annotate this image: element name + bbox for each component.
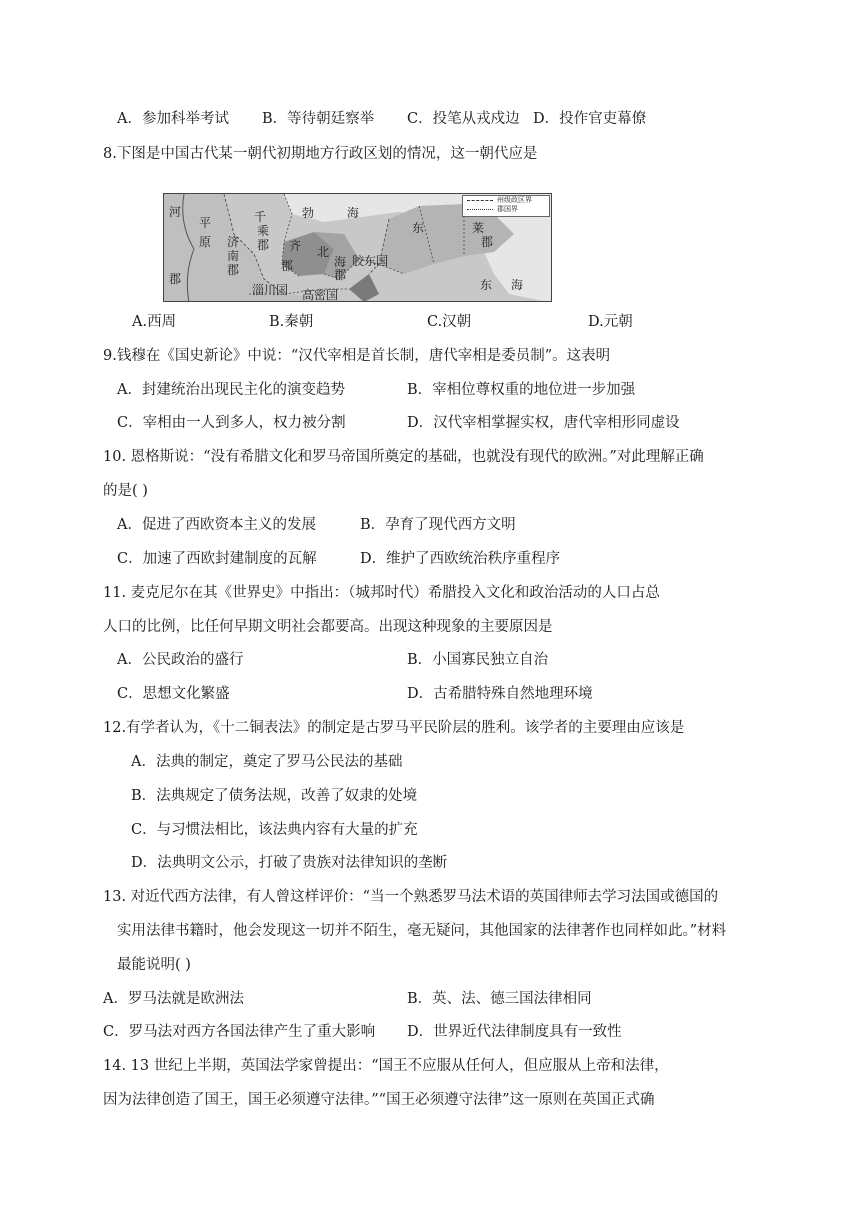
map-label: 胶东国: [352, 254, 389, 268]
map-label: 郡: [334, 268, 347, 282]
q12-stem: 12.有学者认为，《十二铜表法》的制定是古罗马平民阶层的胜利。该学者的主要理由应该是: [103, 720, 685, 736]
map-label: 海: [334, 255, 347, 269]
map-label: 河: [169, 205, 182, 219]
q8-stem: 8.下图是中国古代某一朝代初期地方行政区划的情况，这一朝代应是: [103, 146, 538, 162]
legend-commandery-boundary: 郡国界: [497, 205, 549, 214]
q13-option-d: D．世界近代法律制度具有一致性: [407, 1024, 622, 1040]
map-legend: [462, 195, 550, 217]
q11-option-d: D．古希腊特殊自然地理环境: [407, 686, 593, 702]
q13-option-a: A．罗马法就是欧洲法: [103, 991, 244, 1007]
map-label: 平: [199, 216, 212, 230]
q13-option-b: B．英、法、德三国法律相同: [407, 991, 592, 1007]
map-label: 海: [347, 206, 360, 220]
q12-option-d: D．法典明文公示，打破了贵族对法律知识的垄断: [131, 855, 448, 871]
q12-option-a: A．法典的制定，奠定了罗马公民法的基础: [131, 754, 403, 770]
q9-stem: 9.钱穆在《国史新论》中说：“汉代宰相是首长制，唐代宰相是委员制”。这表明: [103, 348, 611, 364]
q10-option-c: C．加速了西欧封建制度的瓦解: [117, 551, 317, 567]
map-label: 北: [317, 245, 330, 259]
q14-stem-line1: 14. 13 世纪上半期，英国法学家曾提出：“国王不应服从任何人，但应服从上帝和法律，: [103, 1058, 669, 1074]
q7-option-d: D．投作官吏幕僚: [533, 111, 647, 127]
map-label: 勃: [302, 206, 315, 220]
q9-option-c: C．宰相由一人到多人，权力被分割: [117, 415, 346, 431]
q9-option-a: A．封建统治出现民主化的演变趋势: [117, 382, 345, 398]
map-label: 齐: [289, 239, 302, 253]
map-label: 高密国: [302, 288, 339, 302]
q8-map: [163, 193, 552, 302]
q13-stem-line2: 实用法律书籍时，他会发现这一切并不陌生，毫无疑问，其他国家的法律著作也同样如此。”材料: [117, 923, 727, 939]
map-label: 原: [199, 235, 212, 249]
q8-option-d: D.元朝: [588, 314, 633, 330]
q10-stem-line1: 10. 恩格斯说：“没有希腊文化和罗马帝国所奠定的基础，也就没有现代的欧洲。”对此理解正确: [103, 449, 704, 465]
q8-option-b: B.秦朝: [269, 314, 314, 330]
q12-option-b: B．法典规定了债务法规，改善了奴隶的处境: [131, 788, 418, 804]
q13-stem-line3: 最能说明( ): [117, 957, 191, 973]
map-label: 莱: [472, 221, 485, 235]
q7-option-a: A．参加科举考试: [117, 111, 229, 127]
map-label: 郡: [227, 263, 240, 277]
q12-option-c: C．与习惯法相比，该法典内容有大量的扩充: [131, 822, 418, 838]
q7-option-c: C．投笔从戎戍边: [407, 111, 520, 127]
map-label: 郡: [481, 235, 494, 249]
q14-stem-line2: 因为法律创造了国王，国王必须遵守法律。”“国王必须遵守法律”这一原则在英国正式确: [103, 1092, 655, 1108]
q13-stem-line1: 13. 对近代西方法律，有人曾这样评价：“当一个熟悉罗马法术语的英国律师去学习法国或德国的: [103, 889, 719, 905]
q9-option-d: D．汉代宰相掌握实权，唐代宰相形同虚设: [407, 415, 680, 431]
q11-option-a: A．公民政治的盛行: [117, 652, 244, 668]
q10-option-b: B．孕育了现代西方文明: [360, 517, 516, 533]
q11-option-b: B．小国寡民独立自治: [407, 652, 549, 668]
q11-stem-line1: 11. 麦克尼尔在其《世界史》中指出：（城邦时代）希腊投入文化和政治活动的人口占总: [103, 585, 660, 601]
q10-stem-line2: 的是( ): [103, 483, 148, 499]
legend-state-boundary: 州级政区界: [497, 196, 549, 205]
map-label: 郡: [257, 238, 270, 252]
q8-option-a: A.西周: [132, 314, 177, 330]
q7-option-b: B．等待朝廷察举: [262, 111, 375, 127]
q10-option-a: A．促进了西欧资本主义的发展: [117, 517, 316, 533]
q9-option-b: B．宰相位尊权重的地位进一步加强: [407, 382, 636, 398]
q10-option-d: D．维护了西欧统治秩序重程序: [360, 551, 561, 567]
map-label: 济: [227, 235, 240, 249]
map-label: 郡: [169, 272, 182, 286]
map-label: 乘: [257, 224, 270, 238]
map-label: 东: [412, 221, 425, 235]
map-label: 千: [254, 210, 267, 224]
map-label: 郡: [281, 259, 294, 273]
q8-option-c: C.汉朝: [427, 314, 472, 330]
q11-stem-line2: 人口的比例，比任何早期文明社会都要高。出现这种现象的主要原因是: [103, 619, 553, 635]
q11-option-c: C．思想文化繁盛: [117, 686, 230, 702]
map-label: 海: [511, 278, 524, 292]
map-label: 东: [480, 278, 493, 292]
map-label: 淄川国: [252, 283, 289, 297]
map-label: 南: [227, 249, 240, 263]
q13-option-c: C．罗马法对西方各国法律产生了重大影响: [103, 1024, 376, 1040]
